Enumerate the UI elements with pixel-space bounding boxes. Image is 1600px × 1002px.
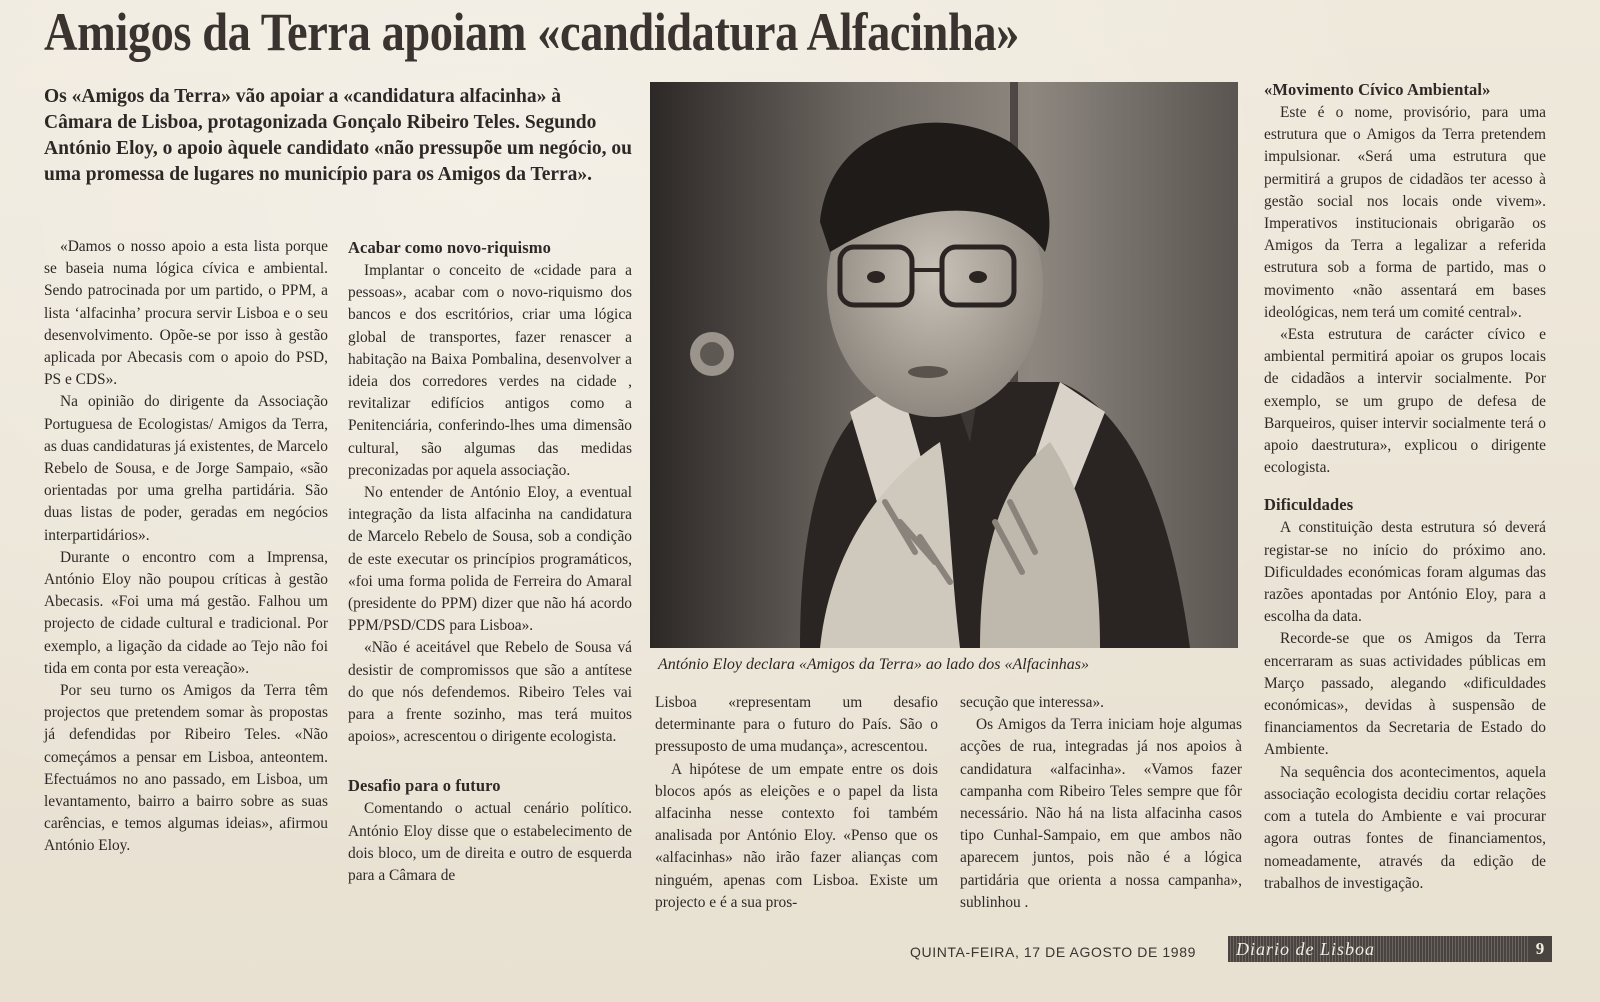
paragraph: Este é o nome, provisório, para uma estrutura que o Amigos da Terra pretendem impulsionar. «Será uma estrutura que permitirá a grupos de cidadãos ter acesso à gestão social nos locais onde vivem». Imperativos institucionais obrigarão os Amigos da Terra a legalizar a referida estrutura sob a forma de partido, mas o movimento «não assentará em bases ideológicas, nem terá um comité central». <box>1264 104 1546 321</box>
subheading: Dificuldades <box>1264 495 1354 515</box>
paragraph: Na sequência dos acontecimentos, aquela associação ecologista decidiu cortar relações com a tutela do Ambiente e vai procurar agora outras fontes de financiamentos, nomeadamente, através da edição de trabalhos de investigação. <box>1264 763 1546 892</box>
lead-paragraph: Os «Amigos da Terra» vão apoiar a «candidatura alfacinha» à Câmara de Lisboa, protagonizada Gonçalo Ribeiro Teles. Segundo António Eloy, o apoio àquele candidato «não pressupõe um negócio, ou uma promessa de lugares no município para os Amigos da Terra». <box>44 86 632 185</box>
paragraph: Na opinião do dirigente da Associação Portuguesa de Ecologistas/ Amigos da Terra, as duas candidaturas já existentes, de Marcelo Rebelo de Sousa, e de Jorge Sampaio, «são orientadas por uma grelha partidária. São duas listas de poder, geradas em negócios interpartidários». <box>44 393 328 544</box>
page-number: 9 <box>1528 936 1552 962</box>
subheading: «Movimento Cívico Ambiental» <box>1264 80 1491 99</box>
paragraph: A hipótese de um empate entre os dois blocos após as eleições e o papel da lista alfacinha nesse contexto foi também analisada por António Eloy. «Penso que os «alfacinhas» não irão fazer alianças com ninguém, apenas com Lisboa. Existe um projecto e é a sua pros- <box>655 760 938 911</box>
paragraph: No entender de António Eloy, a eventual integração da lista alfacinha na candidatura de Marcelo Rebelo de Sousa, sob a condição de este executar os princípios programáticos, «foi uma forma polida de Ferreira do Amaral (presidente do PPM) dizer que não há acordo PPM/PSD/CDS para Lisboa». <box>348 484 632 635</box>
portrait-photo <box>650 82 1238 648</box>
paragraph: A constituição desta estrutura só deverá registar-se no início do próximo ano. Dificuldades económicas foram algumas das razões apontadas por António Eloy, para a escolha da data. <box>1264 519 1546 626</box>
article-column-1 <box>44 236 328 858</box>
newspaper-masthead: Diario de Lisboa <box>1228 936 1528 962</box>
paragraph: Lisboa «representam um desafio determinante para o futuro do País. São o pressuposto de uma mudança», acrescentou. <box>655 694 938 756</box>
portrait-photo-graphic <box>650 82 1238 648</box>
issue-date: QUINTA-FEIRA, 17 DE AGOSTO DE 1989 <box>910 944 1196 960</box>
paragraph: Comentando o actual cenário político. António Eloy disse que o estabelecimento de dois bloco, um de direita e outro de esquerda para a Câmara de <box>348 800 632 885</box>
subheading: Desafio para o futuro <box>348 776 501 796</box>
article-column-4 <box>960 692 1242 914</box>
paragraph: Recorde-se que os Amigos da Terra encerraram as suas actividades públicas em Março passado, alegando «dificuldades económicas», devidas à suspensão de financiamentos da Secretaria de Estado do Ambiente. <box>1264 630 1546 759</box>
paragraph: Os Amigos da Terra iniciam hoje algumas acções de rua, integradas já nos apoios à candidatura «alfacinha». «Vamos fazer campanha com Ribeiro Teles sempre que fôr necessário. Não há na lista alfacinha casos tipo Cunhal-Sampaio, em que ambos não aparecem juntos, pois não é a lógica partidária que orienta a nossa campanha», sublinhou . <box>960 716 1242 911</box>
photo-caption: António Eloy declara «Amigos da Terra» ao lado dos «Alfacinhas» <box>658 656 1089 673</box>
paragraph: secução que interessa». <box>960 694 1105 711</box>
article-column-3 <box>655 692 938 914</box>
subheading: Acabar como novo-riquismo <box>348 238 551 257</box>
paragraph: «Esta estrutura de carácter cívico e ambiental permitirá apoiar os grupos locais de cidadãos a intervir socialmente. Por exemplo, se um grupo de defesa de Barqueiros, quiser intervir socialmente terá o apoio daestrutura», explicou o dirigente ecologista. <box>1264 326 1546 477</box>
paragraph: Por seu turno os Amigos da Terra têm projectos que pretendem somar às propostas já defendidas por Ribeiro Teles. «Não começámos a pensar em Lisboa, anteontem. Efectuámos no ano passado, em Lisboa, um levantamento, bairro a bairro sobre as suas carências, e temos algumas ideias», afirmou António Eloy. <box>44 682 328 855</box>
headline: Amigos da Terra apoiam «candidatura Alfacinha» <box>44 2 1019 62</box>
article-column-5 <box>1264 78 1546 895</box>
paragraph: Implantar o conceito de «cidade para a pessoas», acabar com o novo-riquismo dos bancos e dos escritórios, criar uma lógica global de transportes, fazer renascer a habitação na Baixa Pombalina, desenvolver a ideia dos corredores verdes na cidade , revitalizar edifícios antigos como a Penitenciária, conferindo-lhes uma dimensão cultural, são algumas das medidas preconizadas por aquela associação. <box>348 262 632 479</box>
paragraph: «Não é aceitável que Rebelo de Sousa vá desistir de compromissos que são a antítese do que nós defendemos. Ribeiro Teles vai para a frente sozinho, mas terá muitos apoios», acrescentou o dirigente ecologista. <box>348 639 632 746</box>
article-column-2 <box>348 236 632 887</box>
paragraph: Durante o encontro com a Imprensa, António Eloy não poupou críticas à gestão Abecasis. «Foi uma má gestão. Falhou um projecto de cidade cultural e tradicional. Por exemplo, a ligação da cidade ao Tejo não foi tida em conta por esta vereação». <box>44 548 328 677</box>
paragraph: «Damos o nosso apoio a esta lista porque se baseia numa lógica cívica e ambiental. Sendo patrocinada por um partido, o PPM, a lista ‘alfacinha’ procura servir Lisboa e o seu desenvolvimento. Opõe-se por isso à gestão aplicada por Abecasis com o apoio do PSD, PS e CDS». <box>44 238 328 389</box>
